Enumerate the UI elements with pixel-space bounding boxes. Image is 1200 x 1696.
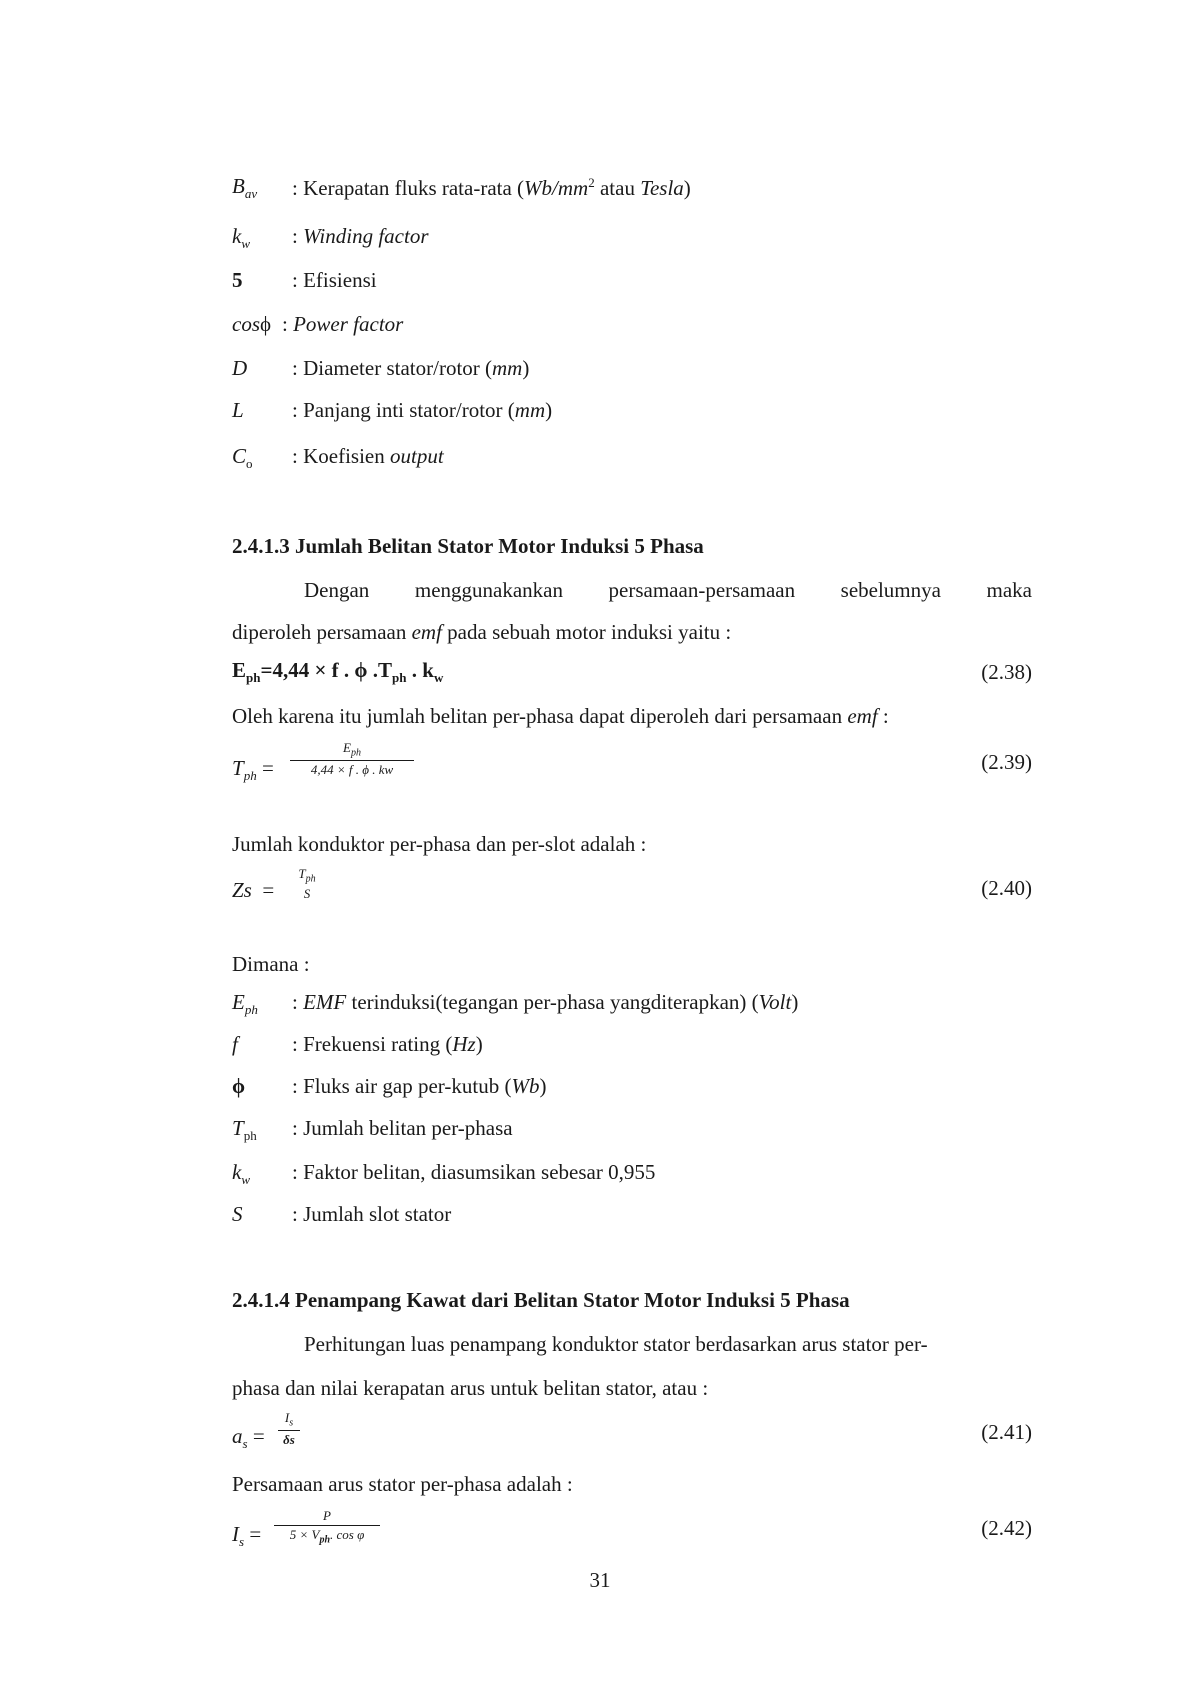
equation-number: (2.41) xyxy=(981,1420,1032,1444)
paragraph-line: Dimana : xyxy=(232,952,310,976)
section-heading-2-4-1-4: 2.4.1.4 Penampang Kawat dari Belitan Stator Motor Induksi 5 Phasa xyxy=(232,1288,850,1312)
paragraph-line: phasa dan nilai kerapatan arus untuk belitan stator, atau : xyxy=(232,1376,709,1400)
section-heading-2-4-1-3: 2.4.1.3 Jumlah Belitan Stator Motor Induksi 5 Phasa xyxy=(232,534,704,558)
equation-number: (2.38) xyxy=(981,660,1032,684)
paragraph-line: Oleh karena itu jumlah belitan per-phasa dapat diperoleh dari persamaan emf : xyxy=(232,704,889,728)
paragraph-line: diperoleh persamaan emf pada sebuah motor induksi yaitu : xyxy=(232,620,732,644)
fraction: $I_s$ δs xyxy=(278,1410,300,1448)
fraction: P $5 \times V_{ph}$. cos φ xyxy=(274,1508,380,1546)
equation-number: (2.42) xyxy=(981,1516,1032,1540)
equation-number: (2.40) xyxy=(981,876,1032,900)
page-number: 31 xyxy=(589,1568,611,1592)
paragraph-line: Dengan menggunakankan persamaan-persamaan sebelumnya maka xyxy=(304,578,1032,602)
fraction: $E_{ph}$ 4,44 × f . ϕ . kw xyxy=(290,740,414,778)
fraction: $T_{ph}$ S xyxy=(298,866,316,901)
equation-2-38: $E_{ph}=4,44 \times f$ . ϕ $.T_{ph}$ . $k_w$ xyxy=(232,658,444,686)
equation-number: (2.39) xyxy=(981,750,1032,774)
paragraph-line: Persamaan arus stator per-phasa adalah : xyxy=(232,1472,573,1496)
paragraph-line: Perhitungan luas penampang konduktor stator berdasarkan arus stator per- xyxy=(304,1332,928,1356)
paragraph-line: Jumlah konduktor per-phasa dan per-slot adalah : xyxy=(232,832,647,856)
